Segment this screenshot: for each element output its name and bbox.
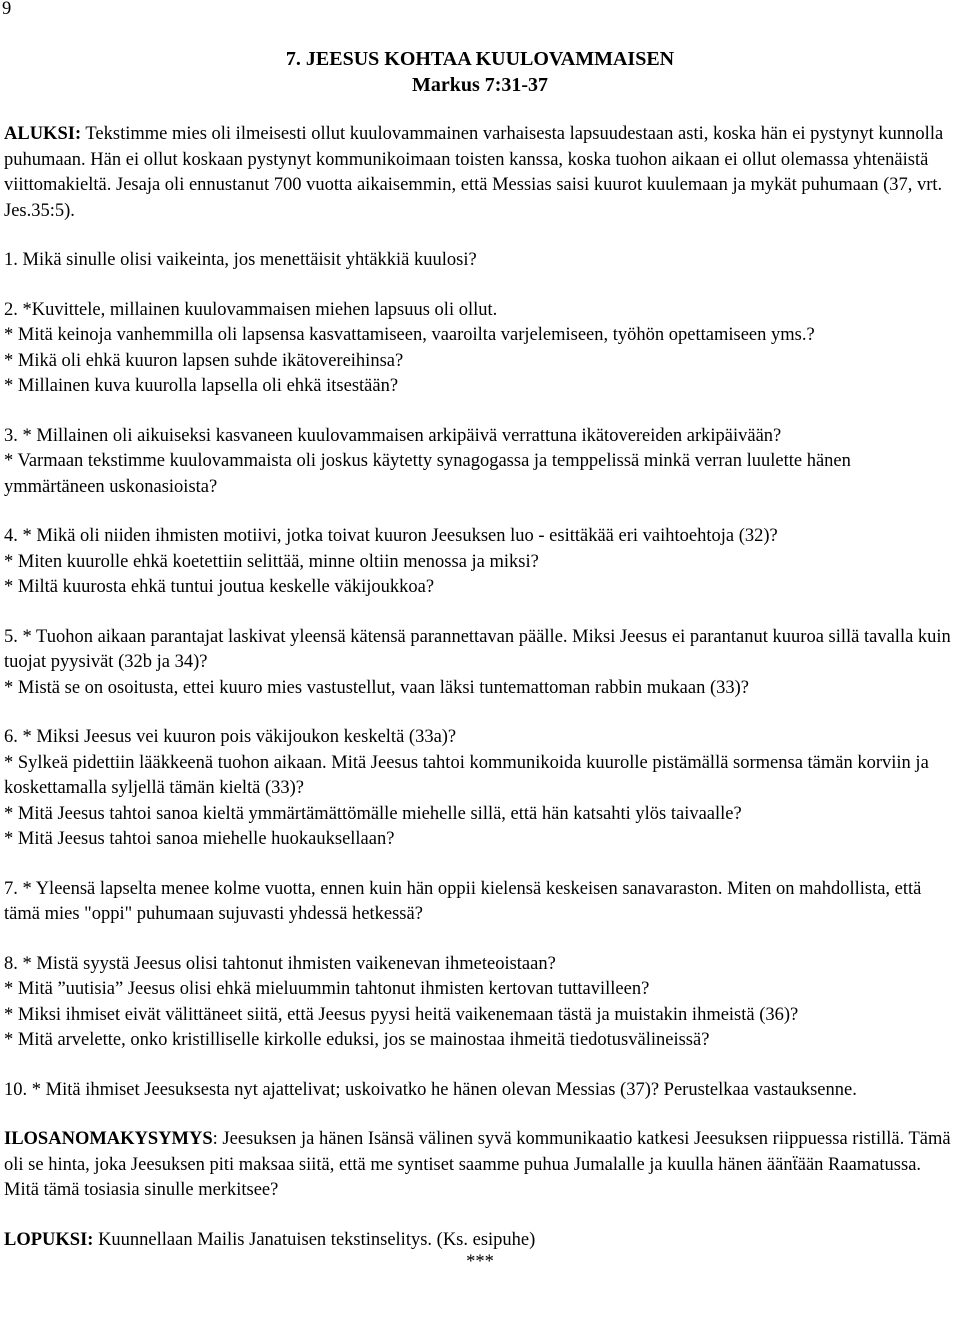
question-line: 7. * Yleensä lapselta menee kolme vuotta, ennen kuin hän oppii kielensä keskeisen sanavaraston. Miten on mahdollista, että tämä mies "oppi" puhumaan sujuvasti yhdessä hetkessä? — [4, 878, 922, 924]
question-2 — [4, 298, 956, 400]
intro-paragraph — [4, 122, 956, 224]
intro-label: ALUKSI: — [4, 124, 82, 144]
page-title: 7. JEESUS KOHTAA KUULOVAMMAISEN — [285, 48, 675, 70]
ending-text: Kuunnellaan Mailis Janatuisen tekstinselitys. (Ks. esipuhe) — [93, 1229, 536, 1250]
question-10 — [4, 1078, 956, 1104]
question-line: * Mitä keinoja vanhemmilla oli lapsensa kasvattamiseen, vaaroilta varjelemiseen, työhön opettamiseen yms.? — [4, 325, 815, 345]
end-mark: *** — [466, 1252, 494, 1272]
ending-paragraph — [4, 1228, 956, 1254]
question-line: 2. *Kuvittele, millainen kuulovammaisen miehen lapsuus oli ollut. — [4, 299, 498, 320]
intro-text: Tekstimme mies oli ilmeisesti ollut kuulovammainen varhaisesta lapsuudestaan asti, koska hän ei pystynyt kunnolla puhumaan. Hän ei ollut koskaan pystynyt kommunikoimaan toisten kanssa, koska tuohon aikaan ei ollut olemassa yhtenäistä viittomakieltä. Jesaja oli ennustanut 700 vuotta aikaisemmin, että Messias saisi kuurot kuulemaan ja mykät puhumaan (37, vrt. Jes.35:5). — [4, 124, 944, 221]
key-question-label: ILOSANOMAKYSYMYS — [4, 1129, 213, 1149]
key-question-text: : Jeesuksen ja hänen Isänsä välinen syvä kommunikaatio katkesi Jeesuksen riippuessa ristillä. Tämä oli se hinta, joka Jeesuksen piti maksaa siitä, että me syntiset saamme puhua Jumalalle ja kuulla hänen äänẗään Raamatussa. Mitä tämä tosiasia sinulle merkitsee? — [4, 1129, 951, 1200]
question-line: * Miksi ihmiset eivät välittäneet siitä, että Jeesus pyysi heitä vaikenemaan tästä ja muistakin ihmeistä (36)? — [4, 1004, 799, 1025]
key-question-paragraph — [4, 1127, 956, 1204]
question-6 — [4, 725, 956, 853]
question-line: 4. * Mikä oli niiden ihmisten motiivi, jotka toivat kuuron Jeesuksen luo - esittäkää eri vaihtoehtoja (32)? — [4, 526, 778, 546]
page-number: 9 — [2, 0, 12, 19]
question-line: * Mistä se on osoitusta, ettei kuuro mies vastustellut, vaan läksi tuntemattoman rabbin mukaan (33)? — [4, 677, 749, 698]
question-3 — [4, 424, 956, 501]
question-4 — [4, 524, 956, 601]
question-line: * Mikä oli ehkä kuuron lapsen suhde ikätovereihinsa? — [4, 350, 404, 371]
question-line: * Miten kuurolle ehkä koetettiin selittää, minne oltiin menossa ja miksi? — [4, 551, 539, 572]
question-line: * Miltä kuurosta ehkä tuntui joutua keskelle väkijoukkoa? — [4, 577, 435, 597]
question-line: 3. * Millainen oli aikuiseksi kasvaneen kuulovammaisen arkipäivä verrattuna ikätovereiden arkipäivään? — [4, 425, 782, 446]
question-line: * Varmaan tekstimme kuulovammaista oli joskus käytetty synagogassa ja temppelissä minkä verran luulette hänen ymmärtäneen uskonasioista? — [4, 451, 851, 497]
question-line: * Mitä ”uutisia” Jeesus olisi ehkä mieluummin tahtonut ihmisten kertovan tuttavilleen? — [4, 979, 650, 999]
question-line: 8. * Mistä syystä Jeesus olisi tahtonut ihmisten vaikenevan ihmeteoistaan? — [4, 953, 556, 974]
ending-label: LOPUKSI: — [4, 1229, 94, 1250]
question-line: * Mitä Jeesus tahtoi sanoa kieltä ymmärtämättömälle miehelle sillä, että hän katsahti ylös taivaalle? — [4, 803, 742, 824]
question-line: 10. * Mitä ihmiset Jeesuksesta nyt ajattelivat; uskoivatko he hänen olevan Messias (37)? Perustelkaa vastauksenne. — [4, 1079, 857, 1100]
question-line: * Millainen kuva kuurolla lapsella oli ehkä itsestään? — [4, 376, 399, 396]
page-subtitle: Markus 7:31-37 — [411, 74, 549, 96]
question-line: 5. * Tuohon aikaan parantajat laskivat yleensä kätensä parannettavan päälle. Miksi Jeesus ei parantanut kuuroa sillä tavalla kuin tuojat pyysivät (32b ja 34)? — [4, 626, 951, 672]
question-line: 1. Mikä sinulle olisi vaikeinta, jos menettäisit yhtäkkiä kuulosi? — [4, 250, 477, 270]
question-line: * Mitä arvelette, onko kristilliselle kirkolle eduksi, jos se mainostaa ihmeitä tiedotusvälineissä? — [4, 1030, 710, 1050]
question-line: 6. * Miksi Jeesus vei kuuron pois väkijoukon keskeltä (33a)? — [4, 727, 457, 747]
question-line: * Sylkeä pidettiin lääkkeenä tuohon aikaan. Mitä Jeesus tahtoi kommunikoida kuurolle pistämällä sormensa tämän korviin ja koskettamalla syljellä tämän kieltä (33)? — [4, 752, 929, 798]
question-line: * Mitä Jeesus tahtoi sanoa miehelle huokauksellaan? — [4, 829, 395, 849]
question-8 — [4, 952, 956, 1054]
question-1 — [4, 248, 956, 274]
page-content — [4, 46, 956, 1271]
question-5 — [4, 625, 956, 702]
question-7 — [4, 877, 956, 928]
